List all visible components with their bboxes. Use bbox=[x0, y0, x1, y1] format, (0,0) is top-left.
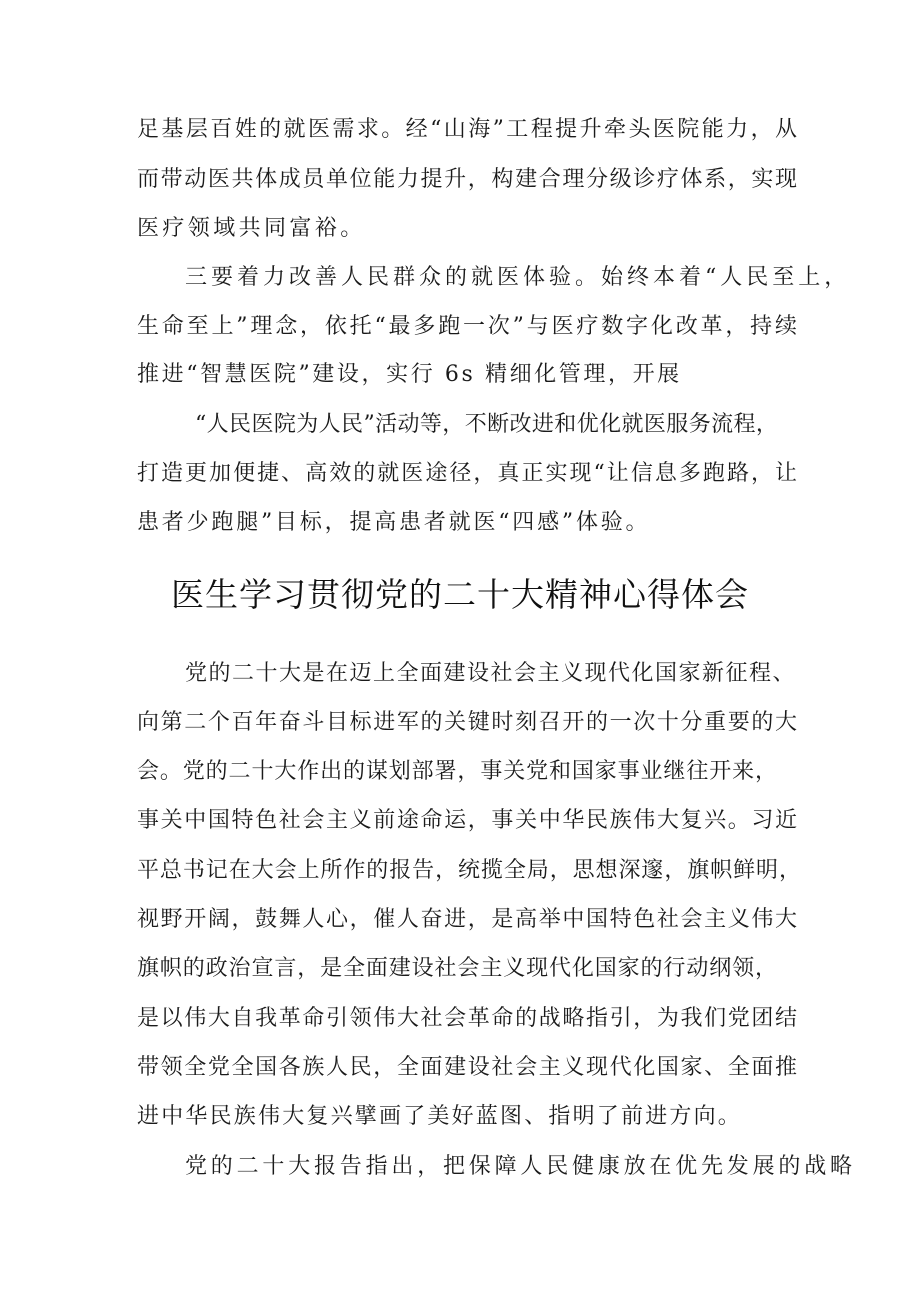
paragraph-line: 党的二十大是在迈上全面建设社会主义现代化国家新征程、 bbox=[185, 661, 797, 686]
paragraph-line: 事关中国特色社会主义前途命运，事关中华民族伟大复兴。习近 bbox=[137, 808, 797, 833]
paragraph-line: 医疗领域共同富裕。 bbox=[137, 216, 366, 241]
paragraph-line: 生命至上”理念，依托“最多跑一次”与医疗数字化改革，持续 bbox=[137, 314, 797, 339]
paragraph-line: 党的二十大报告指出，把保障人民健康放在优先发展的战略 bbox=[185, 1154, 856, 1179]
paragraph-line: 带领全党全国各族人民，全面建设社会主义现代化国家、全面推 bbox=[137, 1055, 797, 1080]
page-title: 医生学习贯彻党的二十大精神心得体会 bbox=[171, 575, 749, 614]
paragraph-line: 三要着力改善人民群众的就医体验。始终本着“人民至上， bbox=[185, 265, 851, 290]
paragraph-line: 进中华民族伟大复兴擘画了美好蓝图、指明了前进方向。 bbox=[137, 1104, 743, 1129]
paragraph-line: 推进“智慧医院”建设，实行 6s 精细化管理，开展 bbox=[137, 362, 682, 387]
paragraph-line: 平总书记在大会上所作的报告，统揽全局，思想深邃，旗帜鲜明， bbox=[137, 858, 801, 883]
paragraph-line: 旗帜的政治宣言，是全面建设社会主义现代化国家的行动纲领， bbox=[137, 956, 777, 981]
paragraph-line: 打造更加便捷、高效的就医途径，真正实现“让信息多跑路，让 bbox=[137, 461, 797, 486]
paragraph-line: 患者少跑腿”目标，提高患者就医“四感”体验。 bbox=[137, 510, 651, 535]
paragraph-line: 视野开阔，鼓舞人心，催人奋进，是高举中国特色社会主义伟大 bbox=[137, 907, 797, 932]
paragraph-line: 足基层百姓的就医需求。经“山海”工程提升牵头医院能力，从 bbox=[137, 117, 797, 142]
paragraph-line: “人民医院为人民”活动等，不断改进和优化就医服务流程， bbox=[195, 412, 779, 437]
paragraph-line: 是以伟大自我革命引领伟大社会革命的战略指引，为我们党团结 bbox=[137, 1006, 797, 1031]
paragraph-line: 而带动医共体成员单位能力提升，构建合理分级诊疗体系，实现 bbox=[137, 167, 797, 192]
paragraph-line: 向第二个百年奋斗目标进军的关键时刻召开的一次十分重要的大 bbox=[137, 710, 797, 735]
paragraph-line: 会。党的二十大作出的谋划部署，事关党和国家事业继往开来， bbox=[137, 759, 777, 784]
